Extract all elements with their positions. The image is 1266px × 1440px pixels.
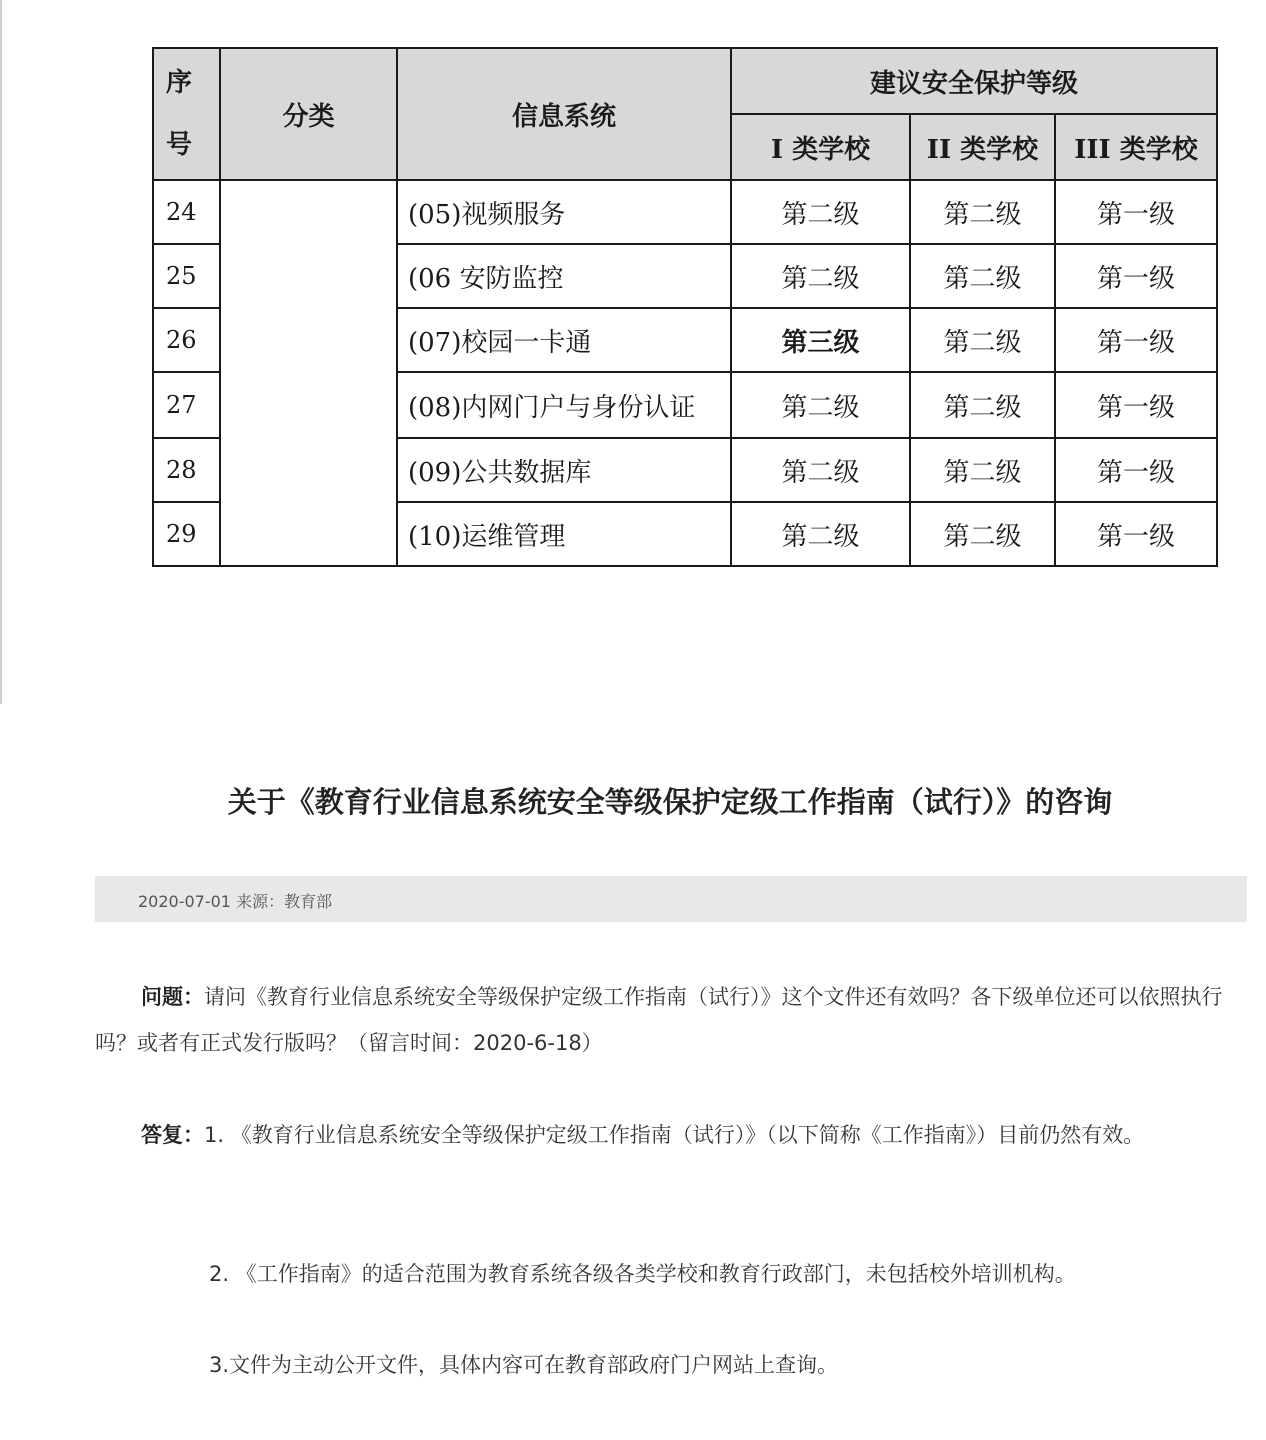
- page-edge-divider: [0, 0, 2, 704]
- article-title: 关于《教育行业信息系统安全等级保护定级工作指南（试行）》的咨询: [227, 785, 1113, 819]
- row-level-class2: 第二级: [910, 372, 1055, 438]
- row-seq: 25: [153, 244, 220, 308]
- row-system: (10)运维管理: [397, 502, 731, 566]
- row-system: (07)校园一卡通: [397, 308, 731, 372]
- class-3-school-header: III 类学校: [1055, 114, 1217, 180]
- row-level-class1: 第三级: [731, 308, 910, 372]
- category-cell: [220, 180, 397, 566]
- row-level-class3: 第一级: [1055, 244, 1217, 308]
- row-level-class1: 第二级: [731, 438, 910, 502]
- answer-label: 答复：: [141, 1123, 204, 1147]
- row-system: (08)内网门户与身份认证: [397, 372, 731, 438]
- answer-item-2: 2. 《工作指南》的适合范围为教育系统各级各类学校和教育行政部门，未包括校外培训机构。: [209, 1262, 1076, 1286]
- system-header: 信息系统: [397, 48, 731, 180]
- question-text: 请问《教育行业信息系统安全等级保护定级工作指南（试行）》这个文件还有效吗？各下级单位还可以依照执行吗？或者有正式发行版吗？（留言时间：2020-6-18）: [95, 985, 1223, 1055]
- row-level-class3: 第一级: [1055, 438, 1217, 502]
- row-level-class1: 第二级: [731, 372, 910, 438]
- row-level-class2: 第二级: [910, 180, 1055, 244]
- row-level-class3: 第一级: [1055, 502, 1217, 566]
- answer-paragraph: [95, 1112, 1247, 1158]
- row-seq: 27: [153, 372, 220, 438]
- row-system: (05)视频服务: [397, 180, 731, 244]
- row-level-class3: 第一级: [1055, 180, 1217, 244]
- seq-header-line2: 号: [166, 130, 193, 160]
- row-system: (09)公共数据库: [397, 438, 731, 502]
- row-level-class2: 第二级: [910, 308, 1055, 372]
- question-label: 问题：: [141, 985, 204, 1009]
- article-date-source: 2020-07-01 来源：教育部: [138, 892, 333, 911]
- security-level-table: [152, 47, 1218, 567]
- row-level-class1: 第二级: [731, 180, 910, 244]
- row-seq: 29: [153, 502, 220, 566]
- row-level-class1: 第二级: [731, 502, 910, 566]
- table-row: [153, 180, 1217, 244]
- answer-item-1: 1. 《教育行业信息系统安全等级保护定级工作指南（试行）》（以下简称《工作指南》）目前仍然有效。: [204, 1123, 1145, 1147]
- category-header: 分类: [220, 48, 397, 180]
- class-2-school-header: II 类学校: [910, 114, 1055, 180]
- row-system: (06 安防监控: [397, 244, 731, 308]
- class-1-school-header: I 类学校: [731, 114, 910, 180]
- row-level-class1: 第二级: [731, 244, 910, 308]
- row-seq: 28: [153, 438, 220, 502]
- row-level-class2: 第二级: [910, 438, 1055, 502]
- answer-item-3: 3.文件为主动公开文件，具体内容可在教育部政府门户网站上查询。: [209, 1353, 839, 1377]
- row-level-class2: 第二级: [910, 244, 1055, 308]
- question-paragraph: [95, 974, 1247, 1066]
- row-level-class2: 第二级: [910, 502, 1055, 566]
- row-level-class3: 第一级: [1055, 372, 1217, 438]
- seq-header: [153, 48, 220, 180]
- protection-level-group-header: 建议安全保护等级: [731, 48, 1217, 114]
- row-level-class3: 第一级: [1055, 308, 1217, 372]
- seq-header-line1: 序: [166, 68, 193, 98]
- article-meta-bar: [95, 876, 1247, 922]
- row-seq: 26: [153, 308, 220, 372]
- row-seq: 24: [153, 180, 220, 244]
